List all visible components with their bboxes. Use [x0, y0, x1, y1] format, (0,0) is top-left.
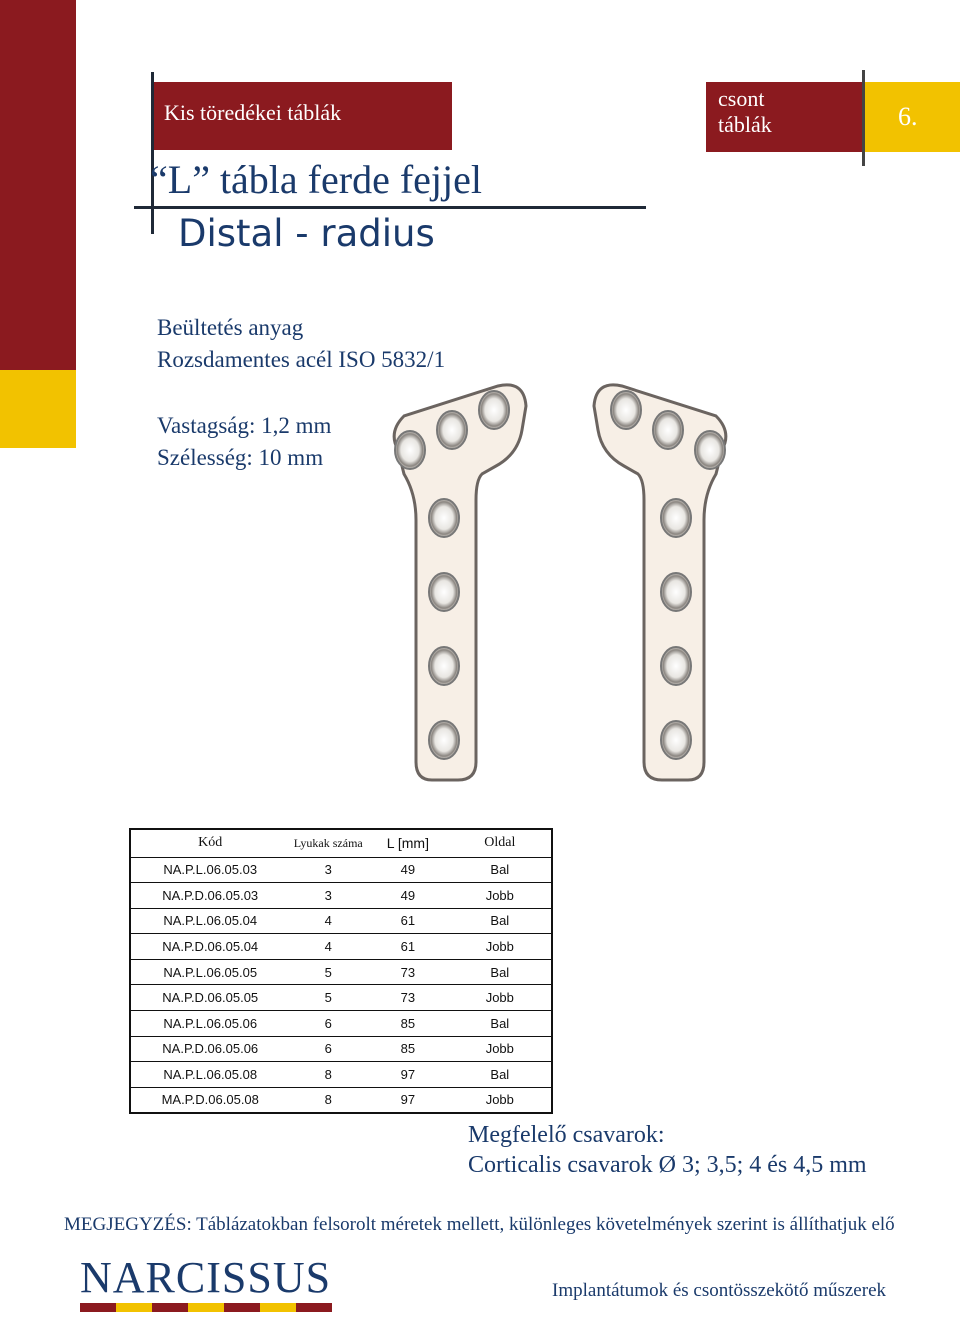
cell-holes: 3 — [324, 887, 332, 903]
brand-color-bar — [80, 1303, 332, 1312]
col-header-code: Kód — [130, 829, 289, 857]
cell-side: Jobb — [485, 1041, 514, 1057]
col-header-side: Oldal — [449, 829, 552, 857]
cell-code: NA.P.L.06.05.06 — [163, 1015, 258, 1031]
cell-length: 97 — [400, 1092, 416, 1108]
cell-holes: 3 — [324, 862, 332, 878]
cell-length: 49 — [400, 887, 416, 903]
cell-length: 73 — [400, 990, 416, 1006]
cell-holes: 8 — [324, 1092, 332, 1108]
table-row — [130, 1087, 552, 1113]
cell-length: 73 — [400, 964, 416, 980]
brand-bar-segment — [152, 1303, 188, 1312]
cell-holes: 8 — [324, 1067, 332, 1083]
material-value: Rozsdamentes acél ISO 5832/1 — [157, 347, 446, 372]
table-row — [130, 857, 552, 883]
section-number-tag — [862, 82, 960, 152]
table-row — [130, 1036, 552, 1062]
cell-code: NA.P.L.06.05.03 — [163, 862, 258, 878]
vertical-rule — [151, 72, 154, 234]
cell-side: Jobb — [485, 990, 514, 1006]
cell-length: 97 — [400, 1067, 416, 1083]
screws-value: Corticalis csavarok Ø 3; 3,5; 4 és 4,5 mm — [468, 1152, 867, 1178]
cell-holes: 6 — [324, 1041, 332, 1057]
cell-holes: 4 — [324, 939, 332, 955]
side-yellow-band — [0, 370, 76, 448]
product-table — [129, 828, 553, 1114]
table-row — [130, 985, 552, 1011]
category-tag — [154, 82, 452, 150]
section-line1: csont — [718, 86, 765, 111]
brand-bar-segment — [116, 1303, 152, 1312]
brand-bar-segment — [80, 1303, 116, 1312]
cell-code: NA.P.L.06.05.04 — [163, 913, 258, 929]
category-label: Kis töredékei táblák — [164, 100, 342, 125]
cell-length: 61 — [400, 939, 416, 955]
screws-block — [468, 1120, 867, 1180]
section-number: 6. — [898, 102, 918, 131]
table-row — [130, 908, 552, 934]
table-row — [130, 959, 552, 985]
cell-side: Jobb — [485, 887, 514, 903]
side-red-band — [0, 0, 76, 370]
col-header-length: L [mm] — [367, 829, 449, 857]
cell-holes: 4 — [324, 913, 332, 929]
dimension-block — [157, 410, 331, 474]
brand-tagline: Implantátumok és csontösszekötő műszerek — [552, 1280, 887, 1301]
cell-side: Bal — [490, 964, 510, 980]
cell-code: NA.P.D.06.05.06 — [162, 1041, 259, 1057]
table-row — [130, 883, 552, 909]
cell-side: Bal — [490, 913, 510, 929]
cell-length: 85 — [400, 1041, 416, 1057]
table-row — [130, 1062, 552, 1088]
brand-bar-segment — [188, 1303, 224, 1312]
plate-illustration — [380, 370, 740, 790]
section-tag — [706, 82, 862, 152]
table-header-row — [130, 829, 552, 857]
section-line2: táblák — [718, 112, 772, 137]
cell-side: Jobb — [485, 939, 514, 955]
cell-code: NA.P.L.06.05.08 — [163, 1067, 258, 1083]
thickness-text: Vastagság: 1,2 mm — [157, 413, 332, 438]
cell-code: NA.P.L.06.05.05 — [163, 964, 258, 980]
note-text: MEGJEGYZÉS: Táblázatokban felsorolt méretek mellett, különleges követelmények szerint is állíthatjuk elő — [64, 1214, 895, 1235]
cell-side: Bal — [490, 1015, 510, 1031]
width-text: Szélesség: 10 mm — [157, 445, 324, 470]
cell-side: Bal — [490, 862, 510, 878]
cell-code: NA.P.D.06.05.04 — [162, 939, 259, 955]
title-rule — [134, 206, 646, 209]
screws-label: Megfelelő csavarok: — [468, 1122, 665, 1148]
cell-holes: 6 — [324, 1015, 332, 1031]
cell-code: MA.P.D.06.05.08 — [161, 1092, 259, 1108]
table-row — [130, 1011, 552, 1037]
brand-logo: NARCISSUS — [80, 1253, 332, 1302]
brand-bar-segment — [224, 1303, 260, 1312]
cell-length: 61 — [400, 913, 416, 929]
cell-length: 85 — [400, 1015, 416, 1031]
brand-bar-segment — [260, 1303, 296, 1312]
cell-side: Jobb — [485, 1092, 514, 1108]
cell-holes: 5 — [324, 964, 332, 980]
cell-code: NA.P.D.06.05.05 — [162, 990, 259, 1006]
table-row — [130, 934, 552, 960]
page-title: “L” tábla ferde fejjel — [150, 157, 482, 202]
material-label: Beültetés anyag — [157, 315, 304, 340]
cell-length: 49 — [400, 862, 416, 878]
material-block — [157, 312, 445, 376]
cell-holes: 5 — [324, 990, 332, 1006]
page-subtitle: Distal - radius — [178, 212, 435, 255]
brand-bar-segment — [296, 1303, 332, 1312]
cell-code: NA.P.D.06.05.03 — [162, 887, 259, 903]
col-header-holes: Lyukak száma — [289, 829, 367, 857]
cell-side: Bal — [490, 1067, 510, 1083]
section-rule — [862, 70, 865, 166]
